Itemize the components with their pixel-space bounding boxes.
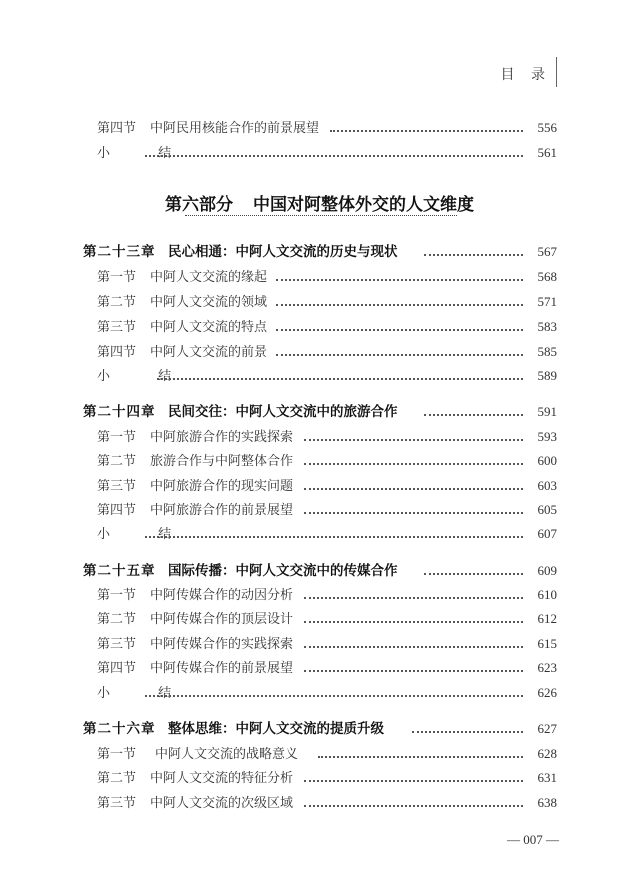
- part-underline: [185, 215, 457, 216]
- leader-dots: [145, 155, 523, 157]
- toc-entry[interactable]: [0, 449, 639, 471]
- section-number: 第一节: [97, 430, 137, 445]
- section-number: 小 结: [97, 527, 194, 542]
- chapter-title: 民心相通：中阿人文交流的历史与现状: [168, 244, 398, 260]
- section-title: 中阿民用核能合作的前景展望: [150, 121, 320, 136]
- page-number: 623: [537, 660, 557, 675]
- part-label: 第六部分: [165, 195, 233, 215]
- leader-dots: [424, 573, 523, 575]
- section-title: 中阿旅游合作的前景展望: [150, 503, 294, 518]
- toc-entry[interactable]: [0, 425, 639, 447]
- leader-dots: [145, 536, 523, 538]
- leader-dots: [304, 805, 523, 807]
- section-title: 中阿旅游合作的现实问题: [150, 479, 294, 494]
- leader-dots: [157, 378, 523, 380]
- section-title: 中阿传媒合作的前景展望: [150, 661, 294, 676]
- leader-dots: [424, 254, 523, 256]
- page-number: 593: [537, 429, 557, 444]
- page-number: 603: [537, 478, 557, 493]
- toc-entry[interactable]: [0, 364, 639, 386]
- toc-entry[interactable]: [0, 742, 639, 764]
- page-number: 628: [537, 746, 557, 761]
- section-title: 中阿人文交流的战略意义: [155, 747, 299, 762]
- chapter-entry[interactable]: [0, 559, 639, 581]
- toc-entry[interactable]: [0, 498, 639, 520]
- section-number: 第四节: [97, 345, 137, 360]
- page-number: 631: [537, 770, 557, 785]
- leader-dots: [424, 414, 523, 416]
- section-title: 旅游合作与中阿整体合作: [150, 454, 294, 469]
- page-footer: — 007 —: [507, 832, 559, 847]
- chapter-entry[interactable]: [0, 240, 639, 262]
- leader-dots: [412, 731, 523, 733]
- page-number: 591: [537, 404, 557, 419]
- leader-dots: [330, 130, 523, 132]
- section-number: 第二节: [97, 771, 137, 786]
- leader-dots: [304, 439, 523, 441]
- section-number: 第三节: [97, 479, 137, 494]
- leader-dots: [304, 646, 523, 648]
- chapter-entry[interactable]: [0, 400, 639, 422]
- part-title: 中国对阿整体外交的人文维度: [253, 195, 474, 215]
- section-title: 中阿传媒合作的实践探索: [150, 637, 294, 652]
- section-title: 中阿人文交流的次级区域: [150, 796, 294, 811]
- chapter-number: 第二十三章: [83, 244, 156, 260]
- page-number: 567: [537, 244, 557, 259]
- page-number: 609: [537, 563, 557, 578]
- page-number: 568: [537, 269, 557, 284]
- section-number: 小 结: [97, 686, 194, 701]
- page-number: 612: [537, 611, 557, 626]
- page-number: 585: [537, 344, 557, 359]
- chapter-title: 民间交往：中阿人文交流中的旅游合作: [168, 404, 398, 420]
- chapter-title: 整体思维：中阿人文交流的提质升级: [168, 721, 384, 737]
- section-title: 中阿传媒合作的动因分析: [150, 588, 294, 603]
- leader-dots: [318, 756, 523, 758]
- leader-dots: [304, 597, 523, 599]
- section-title: 中阿传媒合作的顶层设计: [150, 612, 294, 627]
- chapter-number: 第二十六章: [83, 721, 156, 737]
- page-number: 607: [537, 526, 557, 541]
- leader-dots: [304, 780, 523, 782]
- toc-entry[interactable]: [0, 791, 639, 813]
- section-number: 第四节: [97, 503, 137, 518]
- chapter-number: 第二十四章: [83, 404, 156, 420]
- section-title: 中阿人文交流的特征分析: [150, 771, 294, 786]
- leader-dots: [276, 304, 523, 306]
- leader-dots: [304, 670, 523, 672]
- toc-entry[interactable]: [0, 340, 639, 362]
- section-number: 小 结: [97, 369, 194, 384]
- page-number: 638: [537, 795, 557, 810]
- page-number: 615: [537, 636, 557, 651]
- page-number: 571: [537, 294, 557, 309]
- section-number: 第二节: [97, 454, 137, 469]
- leader-dots: [304, 488, 523, 490]
- section-number: 第一节: [97, 747, 137, 762]
- leader-dots: [276, 354, 523, 356]
- section-number: 小 结: [97, 146, 194, 161]
- page-number: 600: [537, 453, 557, 468]
- section-number: 第四节: [97, 661, 137, 676]
- page-number: 626: [537, 685, 557, 700]
- section-title: 中阿旅游合作的实践探索: [150, 430, 294, 445]
- page-number: 605: [537, 502, 557, 517]
- page-number: 561: [537, 145, 557, 160]
- chapter-number: 第二十五章: [83, 563, 156, 579]
- toc-entry[interactable]: [0, 583, 639, 605]
- toc-entry[interactable]: [0, 116, 639, 138]
- section-number: 第三节: [97, 320, 137, 335]
- section-number: 第四节: [97, 121, 137, 136]
- toc-entry[interactable]: [0, 141, 639, 163]
- section-title: 中阿人文交流的缘起: [150, 270, 268, 285]
- leader-dots: [276, 329, 523, 331]
- toc-entry[interactable]: [0, 315, 639, 337]
- toc-entry[interactable]: [0, 766, 639, 788]
- toc-entry[interactable]: [0, 474, 639, 496]
- toc-entry[interactable]: [0, 607, 639, 629]
- section-number: 第一节: [97, 588, 137, 603]
- leader-dots: [304, 463, 523, 465]
- running-header: 目 录: [500, 67, 551, 83]
- section-number: 第二节: [97, 295, 137, 310]
- leader-dots: [145, 695, 523, 697]
- toc-entry[interactable]: [0, 656, 639, 678]
- section-title: 中阿人文交流的领域: [150, 295, 268, 310]
- section-title: 中阿人文交流的特点: [150, 320, 268, 335]
- section-number: 第三节: [97, 796, 137, 811]
- chapter-title: 国际传播：中阿人文交流中的传媒合作: [168, 563, 398, 579]
- section-number: 第一节: [97, 270, 137, 285]
- header-rule: [556, 57, 557, 87]
- part-heading: [0, 190, 639, 215]
- leader-dots: [304, 621, 523, 623]
- page-number: 583: [537, 319, 557, 334]
- toc-entry[interactable]: [0, 290, 639, 312]
- section-title: 中阿人文交流的前景: [150, 345, 268, 360]
- page-number: 556: [537, 120, 557, 135]
- leader-dots: [276, 279, 523, 281]
- chapter-entry[interactable]: [0, 717, 639, 739]
- section-number: 第三节: [97, 637, 137, 652]
- page-number: 589: [537, 368, 557, 383]
- toc-entry[interactable]: [0, 632, 639, 654]
- page-number: 610: [537, 587, 557, 602]
- section-number: 第二节: [97, 612, 137, 627]
- leader-dots: [304, 512, 523, 514]
- toc-entry[interactable]: [0, 265, 639, 287]
- toc-entry[interactable]: [0, 681, 639, 703]
- page-number: 627: [537, 721, 557, 736]
- toc-entry[interactable]: [0, 522, 639, 544]
